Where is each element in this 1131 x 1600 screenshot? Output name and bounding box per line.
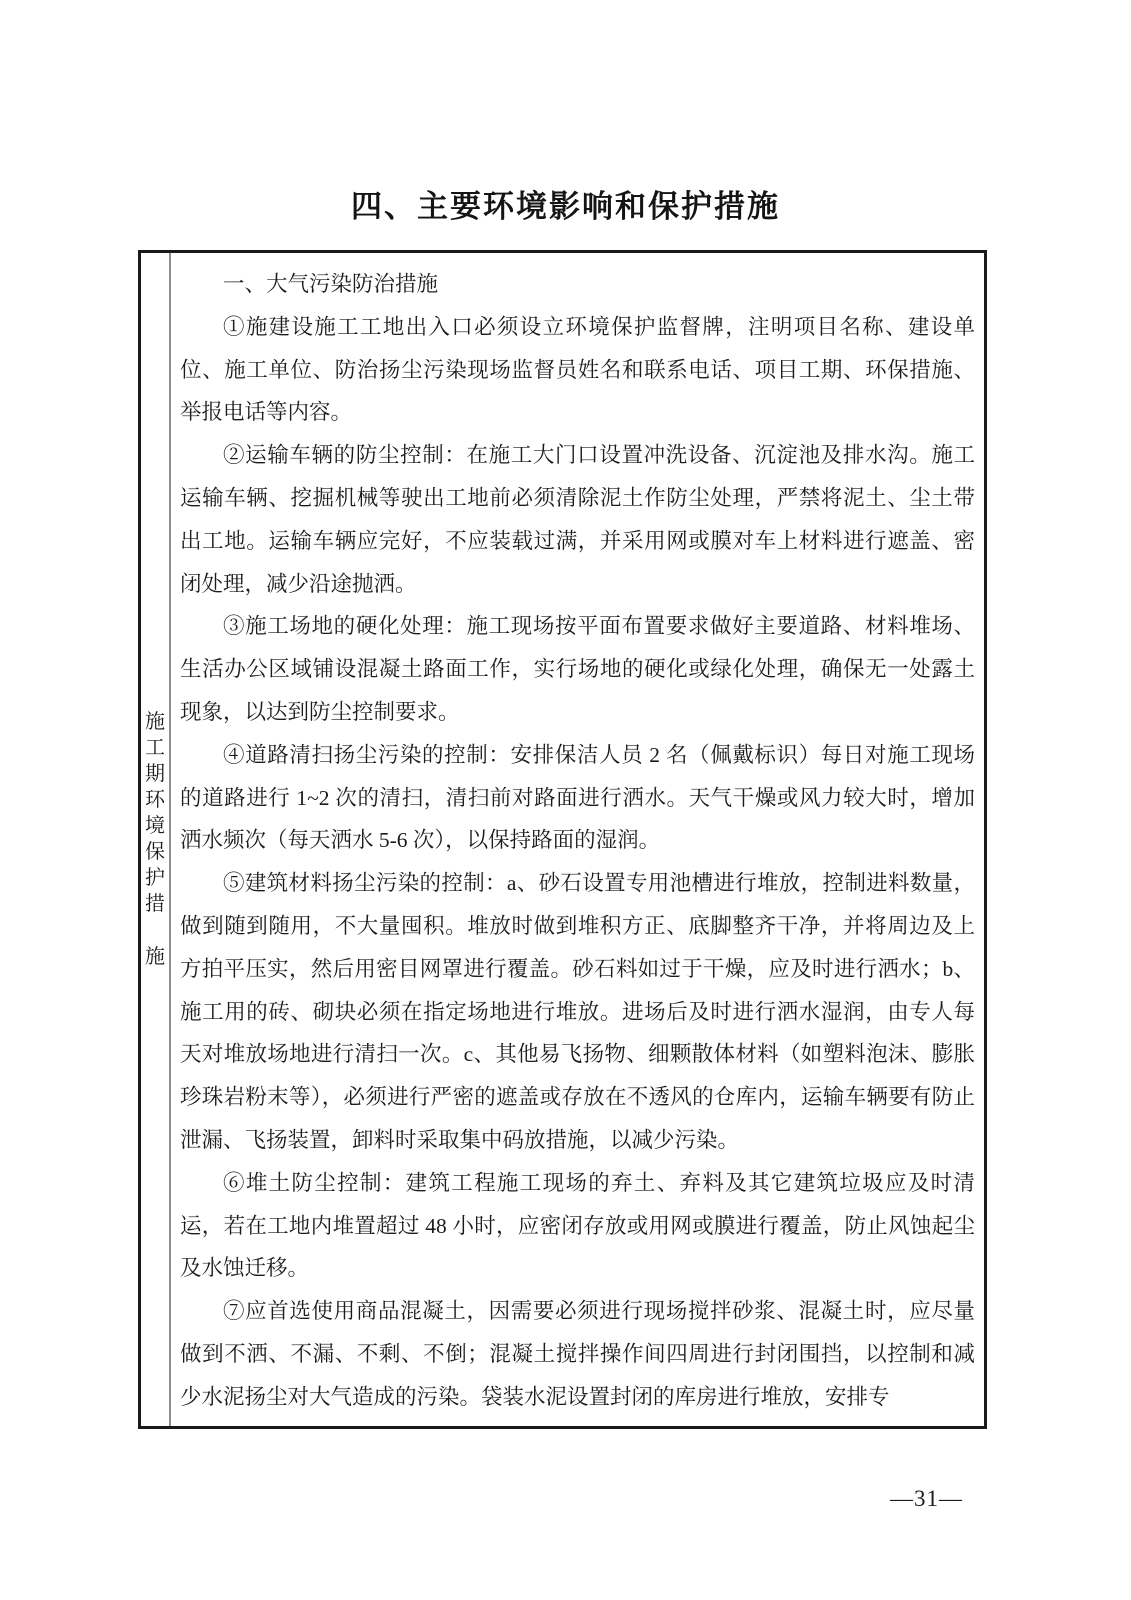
row-header-char: 施 bbox=[145, 711, 165, 733]
paragraph: ⑥堆土防尘控制：建筑工程施工现场的弃土、弃料及其它建筑垃圾应及时清运，若在工地内堆置超过 48 小时，应密闭存放或用网或膜进行覆盖，防止风蚀起尘及水蚀迁移。 bbox=[180, 1170, 975, 1281]
row-header-char: 环 bbox=[145, 789, 165, 811]
page-number: —31— bbox=[890, 1486, 963, 1511]
paragraph: ②运输车辆的防尘控制：在施工大门口设置冲洗设备、沉淀池及排水沟。施工运输车辆、挖掘机械等驶出工地前必须清除泥土作防尘处理，严禁将泥土、尘土带出工地。运输车辆应完好，不应装载过满，并采用网或膜对车上材料进行遮盖、密闭处理，减少沿途抛洒。 bbox=[180, 443, 975, 596]
measures-content-cell bbox=[171, 253, 984, 1426]
row-header-char: 期 bbox=[145, 763, 165, 785]
row-header-char: 施 bbox=[145, 946, 165, 968]
paragraph: ①施建设施工工地出入口必须设立环境保护监督牌，注明项目名称、建设单位、施工单位、防治扬尘污染现场监督员姓名和联系电话、项目工期、环保措施、举报电话等内容。 bbox=[180, 314, 975, 425]
paragraph: ⑤建筑材料扬尘污染的控制：a、砂石设置专用池槽进行堆放，控制进料数量，做到随到随用，不大量囤积。堆放时做到堆积方正、底脚整齐干净，并将周边及上方拍平压实，然后用密目网罩进行覆盖。砂石料如过于干燥，应及时进行洒水；b、施工用的砖、砌块必须在指定场地进行堆放。进场后及时进行洒水湿润，由专人每天对堆放场地进行清扫一次。c、其他易飞扬物、细颗散体材料（如塑料泡沫、膨胀珍珠岩粉末等），必须进行严密的遮盖或存放在不透风的仓库内，运输车辆要有防止泄漏、飞扬装置，卸料时采取集中码放措施，以减少污染。 bbox=[180, 871, 975, 1152]
row-header-char: 措 bbox=[145, 893, 165, 915]
row-header-char: 护 bbox=[145, 867, 165, 889]
paragraph: ③施工场地的硬化处理：施工现场按平面布置要求做好主要道路、材料堆场、生活办公区域铺设混凝土路面工作，实行场地的硬化或绿化处理，确保无一处露土现象，以达到防尘控制要求。 bbox=[180, 614, 975, 724]
paragraph: ④道路清扫扬尘污染的控制：安排保洁人员 2 名（佩戴标识）每日对施工现场的道路进行 1~2 次的清扫，清扫前对路面进行洒水。天气干燥或风力较大时，增加洒水频次（每天洒水 5-6 次），以保持路面的湿润。 bbox=[180, 742, 975, 853]
measures-table bbox=[138, 250, 987, 1429]
page-title: 四、主要环境影响和保护措施 bbox=[351, 189, 780, 224]
row-header-char: 保 bbox=[145, 841, 165, 863]
row-header-construction-period-vertical-label bbox=[141, 253, 171, 1426]
row-header-char: 工 bbox=[145, 737, 165, 759]
paragraph: ⑦应首选使用商品混凝土，因需要必须进行现场搅拌砂浆、混凝土时，应尽量做到不洒、不漏、不剩、不倒；混凝土搅拌操作间四周进行封闭围挡，以控制和减少水泥扬尘对大气造成的污染。袋装水泥设置封闭的库房进行堆放，安排专 bbox=[180, 1299, 975, 1409]
paragraph: 一、大气污染防治措施 bbox=[223, 272, 439, 296]
row-header-char: 境 bbox=[145, 815, 165, 837]
